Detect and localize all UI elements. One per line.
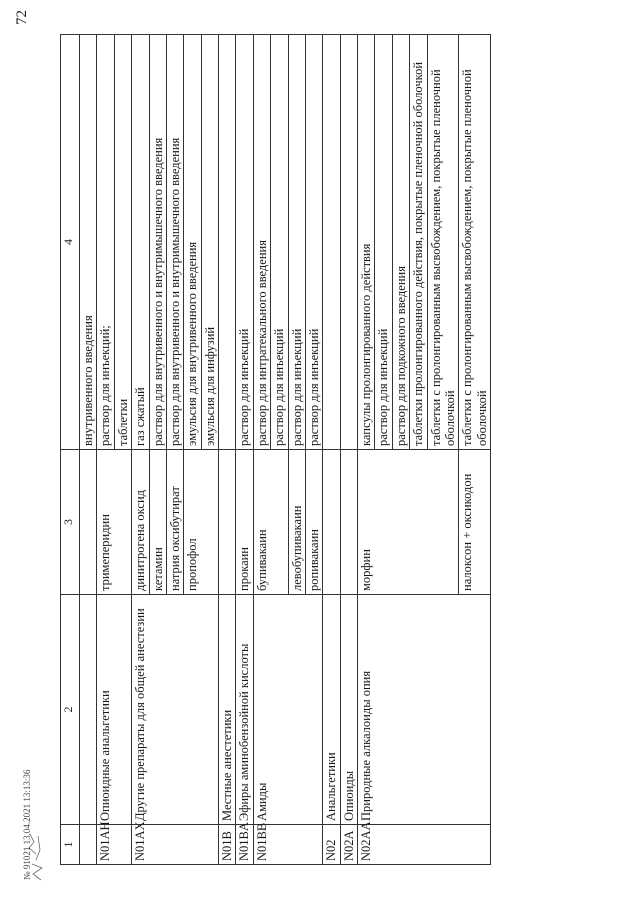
table-cell-group: [375, 595, 392, 825]
table-cell-code: [271, 825, 288, 865]
table-row: [340, 35, 357, 865]
table-cell-group: Амиды: [253, 595, 270, 825]
table-cell-substance: [80, 450, 97, 595]
table-cell-group: [149, 595, 166, 825]
table-row: [375, 35, 392, 865]
column-header: 4: [61, 35, 80, 450]
table-row: [271, 35, 288, 865]
table-cell-code: [114, 825, 131, 865]
table-cell-code: N01BA: [236, 825, 253, 865]
table-row: [97, 35, 114, 865]
table-row: [114, 35, 131, 865]
document-sheet: [60, 35, 620, 865]
table-cell-substance: налоксон + оксикодон: [459, 450, 491, 595]
table-cell-form: раствор для инъекций: [305, 35, 322, 450]
table-cell-substance: [340, 450, 357, 595]
table-cell-code: [80, 825, 97, 865]
table-cell-substance: [410, 450, 427, 595]
table-cell-group: [427, 595, 459, 825]
table-cell-code: [201, 825, 218, 865]
table-cell-form: раствор для инъекций: [375, 35, 392, 450]
table-cell-form: эмульсия для инфузий: [201, 35, 218, 450]
table-cell-code: [166, 825, 183, 865]
column-header: 3: [61, 450, 80, 595]
table-cell-group: [288, 595, 305, 825]
table-cell-substance: левобупивакаин: [288, 450, 305, 595]
table-body: [80, 35, 491, 865]
table-cell-form: таблетки с пролонгированным высвобождением, покрытые пленочной оболочкой: [427, 35, 459, 450]
table-cell-form: эмульсия для внутривенного введения: [184, 35, 201, 450]
page-number: 72: [14, 10, 30, 25]
table-cell-group: [114, 595, 131, 825]
document-footer: № 91021 13.04.2021 13:13:36: [22, 769, 32, 880]
table-cell-group: Анальгетики: [323, 595, 340, 825]
table-cell-substance: натрия оксибутират: [166, 450, 183, 595]
table-cell-group: Местные анестетики: [219, 595, 236, 825]
table-cell-substance: динитрогена оксид: [132, 450, 149, 595]
table-row: [427, 35, 459, 865]
table-cell-substance: пропофол: [184, 450, 201, 595]
table-header-row: [61, 35, 80, 865]
table-row: [253, 35, 270, 865]
table-cell-code: [149, 825, 166, 865]
table-cell-substance: [375, 450, 392, 595]
table-cell-code: N01AX: [132, 825, 149, 865]
table-cell-code: N01B: [219, 825, 236, 865]
table-cell-substance: тримеперидин: [97, 450, 114, 595]
table-cell-form: раствор для инъекций: [236, 35, 253, 450]
table-cell-substance: [271, 450, 288, 595]
table-cell-substance: [427, 450, 459, 595]
table-cell-form: таблетки: [114, 35, 131, 450]
table-row: [288, 35, 305, 865]
table-cell-code: [184, 825, 201, 865]
table-row: [358, 35, 375, 865]
table-cell-code: N01AH: [97, 825, 114, 865]
table-cell-group: Природные алкалоиды опия: [358, 595, 375, 825]
table-cell-group: Эфиры аминобензойной кислоты: [236, 595, 253, 825]
table-row: [201, 35, 218, 865]
table-cell-code: N02A: [340, 825, 357, 865]
table-cell-form: раствор для инъекций;: [97, 35, 114, 450]
table-row: [305, 35, 322, 865]
table-cell-form: таблетки с пролонгированным высвобождением, покрытые пленочной оболочкой: [459, 35, 491, 450]
table-row: [80, 35, 97, 865]
column-header: 1: [61, 825, 80, 865]
table-cell-form: [323, 35, 340, 450]
table-cell-code: N02AA: [358, 825, 375, 865]
table-cell-substance: [114, 450, 131, 595]
table-cell-form: раствор для инъекций: [271, 35, 288, 450]
table-cell-form: раствор для внутривенного и внутримышечного введения: [149, 35, 166, 450]
table-cell-group: [80, 595, 97, 825]
table-cell-form: [340, 35, 357, 450]
table-cell-code: N01BB: [253, 825, 270, 865]
table-row: [149, 35, 166, 865]
table-cell-substance: [201, 450, 218, 595]
table-cell-form: внутривенного введения: [80, 35, 97, 450]
table-cell-group: [166, 595, 183, 825]
table-cell-group: Другие препараты для общей анестезии: [132, 595, 149, 825]
table-cell-form: газ сжатый: [132, 35, 149, 450]
table-row: [392, 35, 409, 865]
table-cell-code: [410, 825, 427, 865]
table-cell-code: [375, 825, 392, 865]
table-cell-group: [392, 595, 409, 825]
table-cell-substance: [392, 450, 409, 595]
table-cell-form: [219, 35, 236, 450]
table-cell-code: N02: [323, 825, 340, 865]
table-cell-substance: бупивакаин: [253, 450, 270, 595]
table-cell-form: раствор для инъекций: [288, 35, 305, 450]
drug-table: [60, 34, 491, 865]
table-row: [236, 35, 253, 865]
table-row: [459, 35, 491, 865]
table-cell-group: Опиоидные анальгетики: [97, 595, 114, 825]
table-cell-form: таблетки пролонгированного действия, покрытые пленочной оболочкой: [410, 35, 427, 450]
table-cell-group: [184, 595, 201, 825]
column-header: 2: [61, 595, 80, 825]
table-cell-code: [305, 825, 322, 865]
table-row: [219, 35, 236, 865]
table-cell-group: [410, 595, 427, 825]
table-cell-group: Опиоиды: [340, 595, 357, 825]
table-cell-form: раствор для внутривенного и внутримышечного введения: [166, 35, 183, 450]
table-cell-form: капсулы пролонгированного действия: [358, 35, 375, 450]
table-cell-group: [271, 595, 288, 825]
table-row: [184, 35, 201, 865]
table-cell-code: [392, 825, 409, 865]
table-cell-substance: прокаин: [236, 450, 253, 595]
table-cell-group: [201, 595, 218, 825]
table-row: [410, 35, 427, 865]
table-cell-code: [459, 825, 491, 865]
table-row: [166, 35, 183, 865]
table-cell-form: раствор для подкожного введения: [392, 35, 409, 450]
table-cell-substance: кетамин: [149, 450, 166, 595]
table-row: [323, 35, 340, 865]
table-cell-group: [305, 595, 322, 825]
table-cell-form: раствор для интратекального введения: [253, 35, 270, 450]
table-cell-substance: [323, 450, 340, 595]
table-cell-code: [288, 825, 305, 865]
table-cell-substance: морфин: [358, 450, 375, 595]
table-row: [132, 35, 149, 865]
table-cell-substance: [219, 450, 236, 595]
table-cell-group: [459, 595, 491, 825]
table-cell-code: [427, 825, 459, 865]
table-cell-substance: ропивакаин: [305, 450, 322, 595]
